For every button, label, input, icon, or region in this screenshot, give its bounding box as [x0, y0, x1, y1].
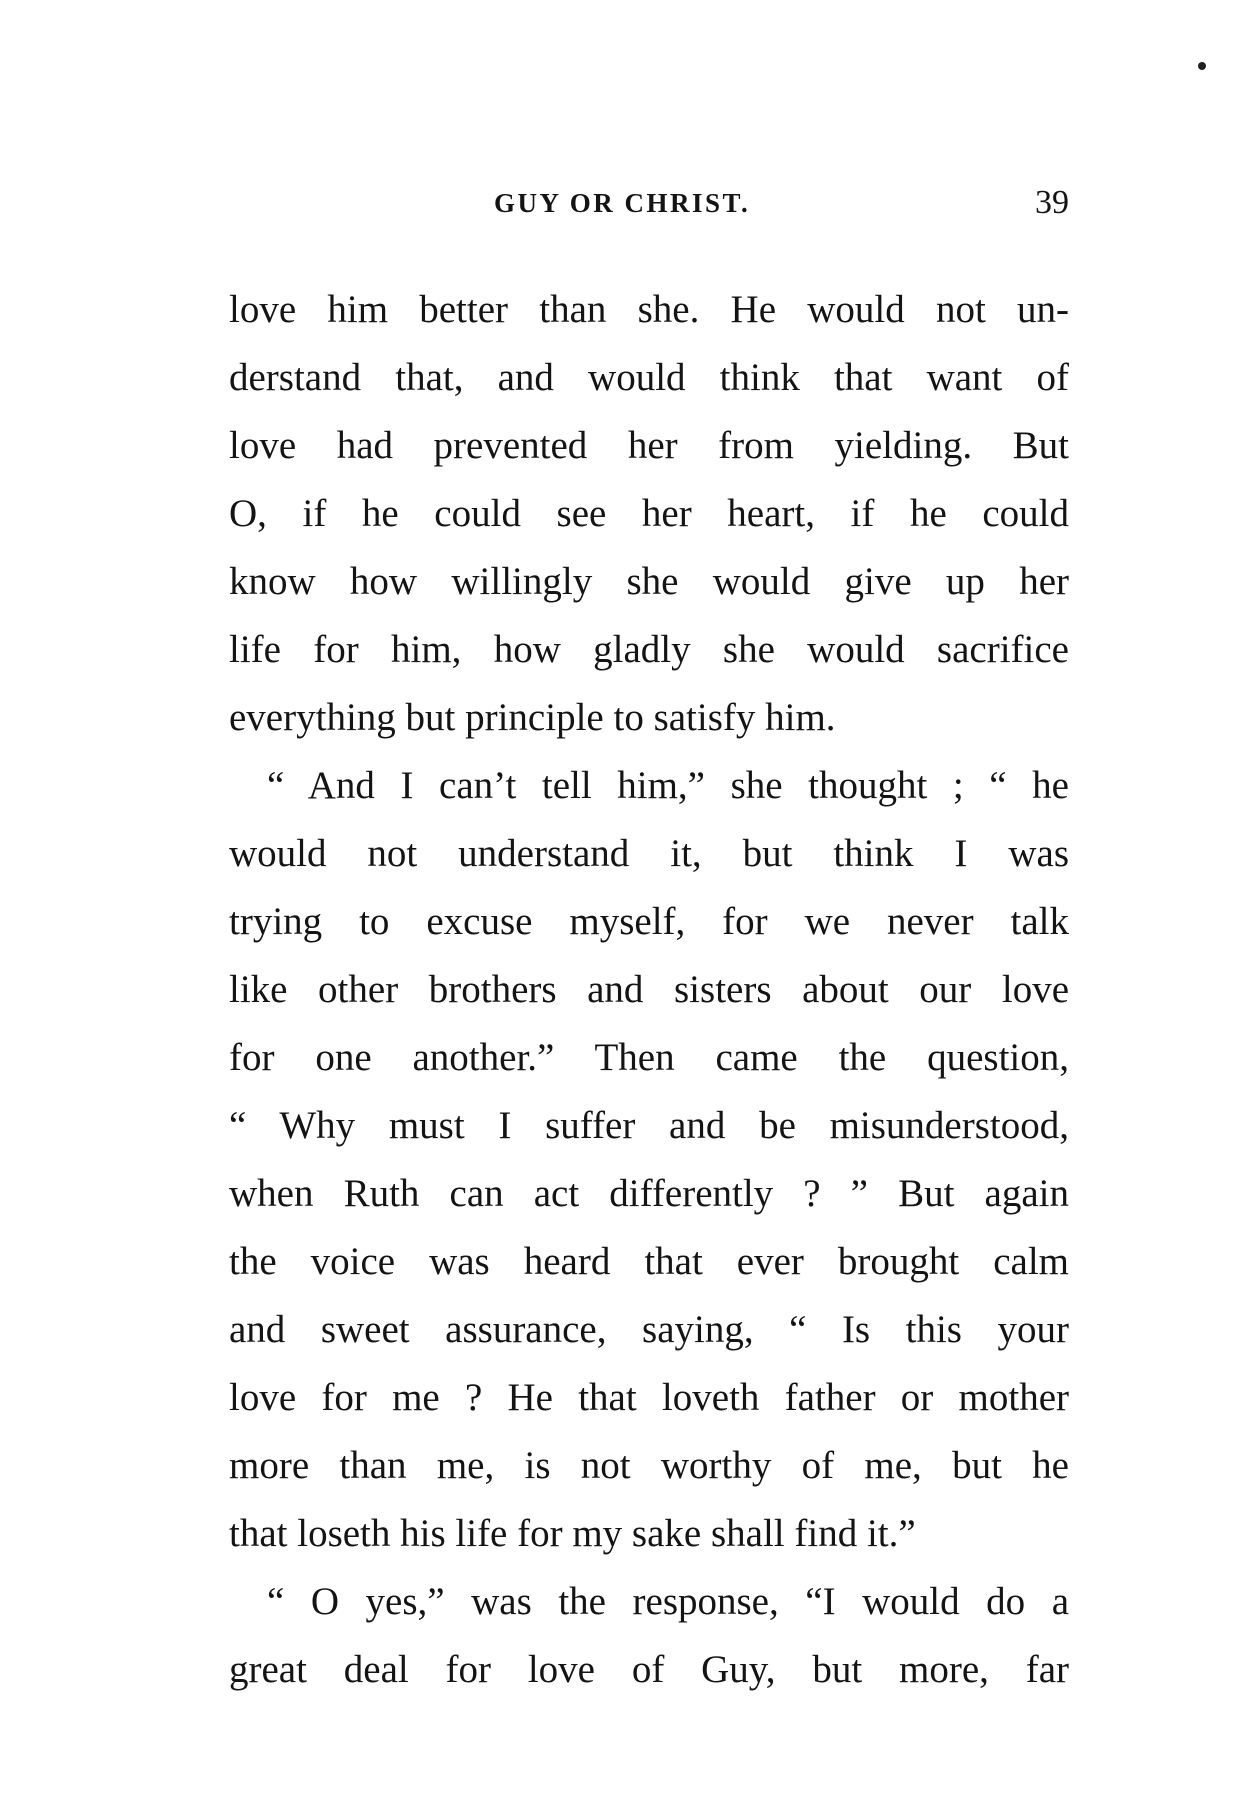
- text-line: the voice was heard that ever brought calm: [229, 1240, 1069, 1283]
- text-line: great deal for love of Guy, but more, far: [229, 1648, 1069, 1691]
- running-title: GUY OR CHRIST.: [494, 188, 751, 218]
- text-line: for one another.” Then came the question,: [229, 1036, 1069, 1079]
- text-line: that loseth his life for my sake shall find it.”: [229, 1512, 916, 1555]
- text-line: love for me ? He that loveth father or mother: [229, 1376, 1069, 1419]
- text-line: when Ruth can act differently ? ” But again: [229, 1172, 1069, 1215]
- text-line: “ Why must I suffer and be misunderstood,: [229, 1104, 1069, 1147]
- text-line: like other brothers and sisters about our love: [229, 968, 1069, 1011]
- body-text: [229, 276, 1069, 1704]
- text-line: know how willingly she would give up her: [229, 560, 1069, 603]
- text-line: “ And I can’t tell him,” she thought ; “ he: [267, 764, 1069, 807]
- text-line: everything but principle to satisfy him.: [229, 696, 836, 739]
- text-line: and sweet assurance, saying, “ Is this your: [229, 1308, 1069, 1351]
- text-line: derstand that, and would think that want of: [229, 356, 1069, 399]
- page-number: 39: [1035, 184, 1069, 221]
- text-line: O, if he could see her heart, if he could: [229, 492, 1069, 535]
- ink-speck: [1198, 62, 1206, 70]
- text-line: more than me, is not worthy of me, but he: [229, 1444, 1069, 1487]
- text-line: “ O yes,” was the response, “I would do a: [267, 1580, 1069, 1623]
- text-line: would not understand it, but think I was: [229, 832, 1069, 875]
- text-line: trying to excuse myself, for we never talk: [229, 900, 1069, 943]
- text-line: love had prevented her from yielding. But: [229, 424, 1069, 467]
- running-header: [229, 184, 1069, 232]
- text-line: life for him, how gladly she would sacrifice: [229, 628, 1069, 671]
- text-line: love him better than she. He would not un-: [229, 288, 1069, 331]
